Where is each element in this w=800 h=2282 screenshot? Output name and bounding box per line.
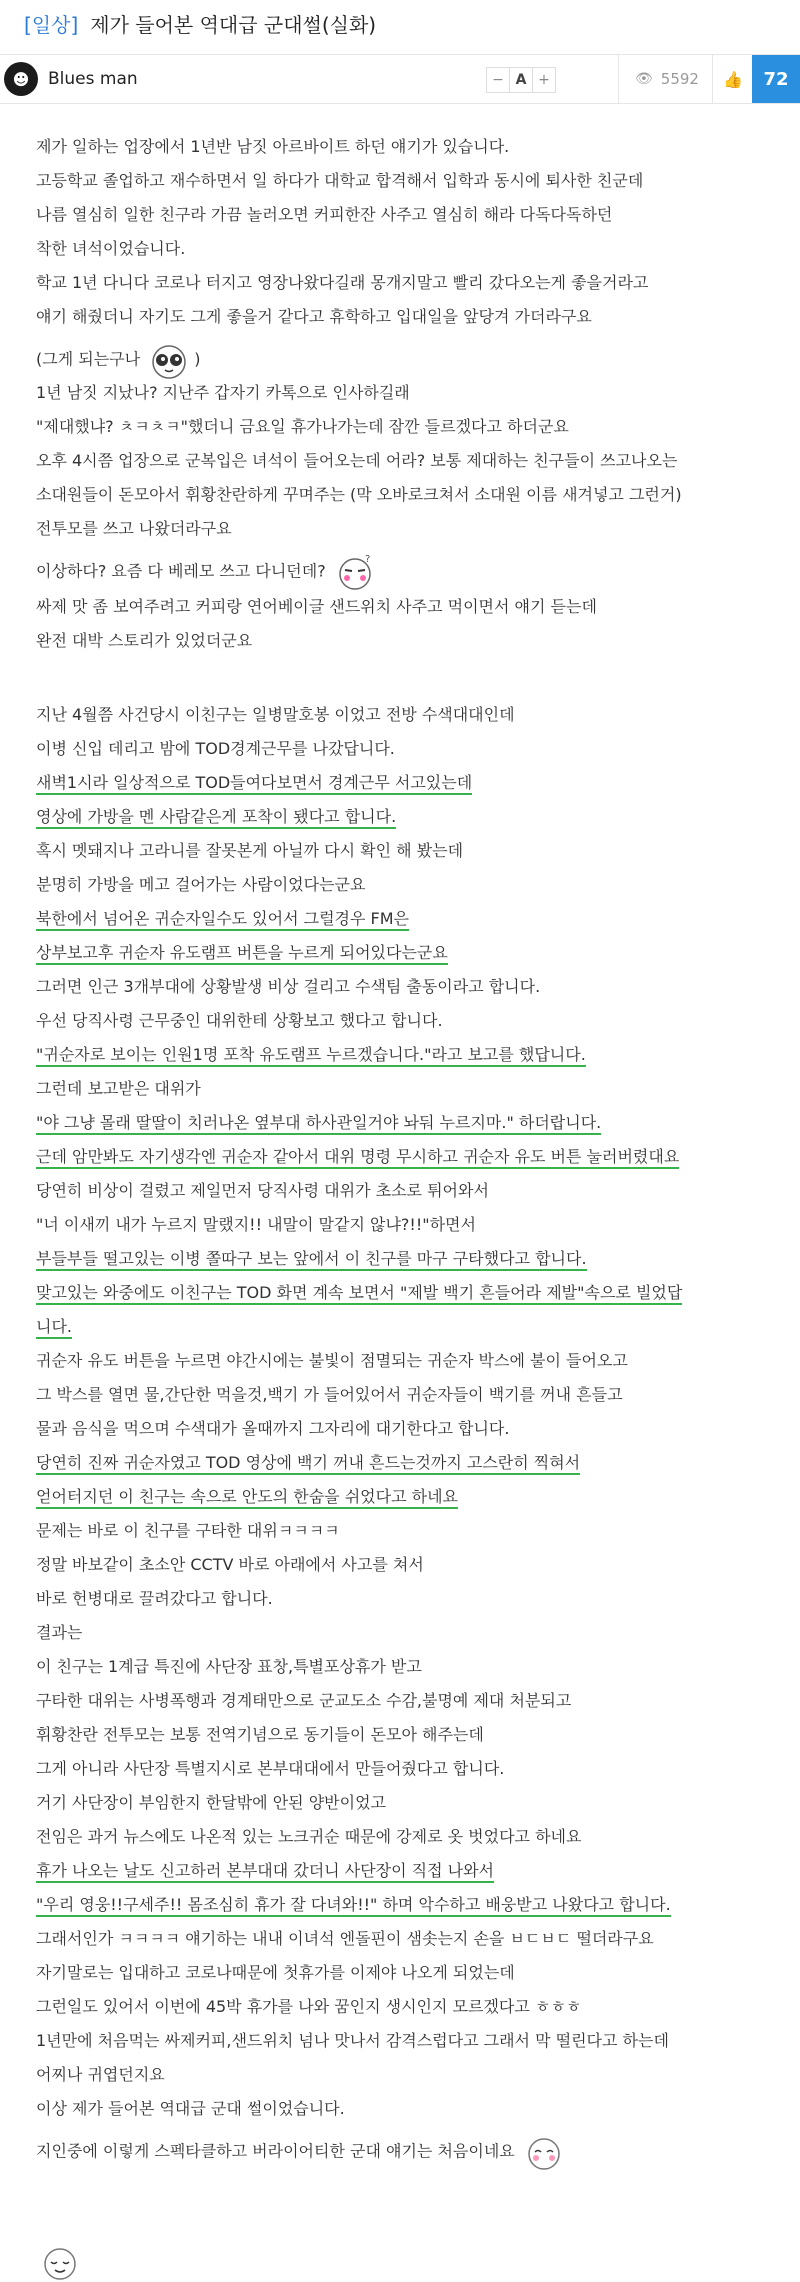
eye-icon: 👁 [635, 71, 653, 87]
body-line: 이 친구는 1계급 특진에 사단장 표창,특별포상휴가 받고 [36, 1657, 422, 1676]
highlighted-text: 영상에 가방을 멘 사람같은게 포착이 됐다고 합니다. [36, 807, 396, 829]
body-line: 분명히 가방을 메고 걸어가는 사람이었다는군요 [36, 875, 366, 894]
body-line: 구타한 대위는 사병폭행과 경계태만으로 군교도소 수감,불명예 제대 처분되고 [36, 1691, 572, 1710]
body-line [36, 1146, 679, 1168]
body-line: 이상하다? 요즘 다 베레모 쓰고 다니던데? [36, 561, 326, 581]
body-line: 귀순자 유도 버튼을 누르면 야간시에는 불빛이 점멸되는 귀순자 박스에 불이 들어오고 [36, 1351, 628, 1370]
body-line: 정말 바보같이 초소안 CCTV 바로 아래에서 사고를 쳐서 [36, 1555, 424, 1574]
highlighted-text: 맞고있는 와중에도 이친구는 TOD 화면 계속 보면서 "제발 백기 흔들어라 제발"속으로 빌었답 [36, 1283, 682, 1305]
emoticon-icon [524, 2132, 564, 2172]
body-line: 소대원들이 돈모아서 휘황찬란하게 꾸며주는 (막 오바로크쳐서 소대원 이름 새겨넣고 그런거) [36, 485, 682, 504]
body-line [36, 908, 409, 930]
emoticon-icon [40, 2242, 80, 2282]
body-line [36, 1452, 580, 1474]
body-line: 고등학교 졸업하고 재수하면서 일 하다가 대학교 합격해서 입학과 동시에 퇴사한 친군데 [36, 171, 644, 190]
body-line: 지난 4월쯤 사건당시 이친구는 일병말호봉 이었고 전방 수색대대인데 [36, 705, 515, 724]
body-line: 물과 음식을 먹으며 수색대가 올때까지 그자리에 대기한다고 합니다. [36, 1419, 510, 1438]
body-line: 얘기 해줬더니 자기도 그게 좋을거 같다고 휴학하고 입대일을 앞당겨 가더라구요 [36, 307, 592, 326]
body-line: 그 박스를 열면 물,간단한 먹을것,백기 가 들어있어서 귀순자들이 백기를 꺼내 흔들고 [36, 1385, 623, 1404]
svg-text:?: ? [364, 554, 371, 565]
body-line: 혹시 멧돼지나 고라니를 잘못본게 아닐까 다시 확인 해 봤는데 [36, 841, 464, 860]
highlighted-text: "우리 영웅!!구세주!! 몸조심히 휴가 잘 다녀와!!" 하며 악수하고 배웅받고 나왔다고 합니다. [36, 1895, 671, 1917]
font-size-control [486, 67, 556, 93]
body-line-with-emoticon [36, 2132, 564, 2172]
font-size-label: A [509, 68, 533, 92]
highlighted-text: 북한에서 넘어온 귀순자일수도 있어서 그럴경우 FM은 [36, 909, 409, 931]
font-increase-button[interactable]: + [538, 72, 550, 88]
post-title: 제가 들어본 역대급 군대썰(실화) [90, 12, 377, 37]
body-line: 오후 4시쯤 업장으로 군복입은 녀석이 들어오는데 어라? 보통 제대하는 친구들이 쓰고나오는 [36, 451, 678, 470]
body-line: 싸제 맛 좀 보여주려고 커피랑 연어베이글 샌드위치 사주고 먹이면서 얘기 듣는데 [36, 597, 597, 616]
body-line-with-emoticon [36, 552, 375, 592]
body-line [36, 1486, 458, 1508]
body-line: 제가 일하는 업장에서 1년반 남짓 아르바이트 하던 얘기가 있습니다. [36, 137, 510, 156]
body-line [36, 806, 396, 828]
body-line: 학교 1년 다니다 코로나 터지고 영장나왔다길래 몽개지말고 빨리 갔다오는게 좋을거라고 [36, 273, 649, 292]
body-line [36, 1282, 682, 1304]
body-line [36, 772, 472, 794]
highlighted-text: 새벽1시라 일상적으로 TOD들여다보면서 경계근무 서고있는데 [36, 773, 472, 795]
highlighted-text: "귀순자로 보이는 인원1명 포착 유도램프 누르겠습니다."라고 보고를 했답니다. [36, 1045, 586, 1067]
body-line: 당연히 비상이 걸렸고 제일먼저 당직사령 대위가 초소로 튀어와서 [36, 1181, 489, 1200]
body-line: 휘황찬란 전투모는 보통 전역기념으로 동기들이 돈모아 해주는데 [36, 1725, 484, 1744]
body-line: (그게 되는구나 [36, 349, 141, 369]
body-line: 문제는 바로 이 친구를 구타한 대위ㅋㅋㅋㅋ [36, 1521, 340, 1540]
body-line: 착한 녀석이었습니다. [36, 239, 186, 258]
highlighted-text: 휴가 나오는 날도 신고하러 본부대대 갔더니 사단장이 직접 나와서 [36, 1861, 494, 1883]
body-line [36, 1860, 494, 1882]
body-line: 어찌나 귀엽던지요 [36, 2065, 165, 2084]
body-line: 결과는 [36, 1623, 83, 1642]
body-line [36, 942, 448, 964]
body-line: 지인중에 이렇게 스펙타클하고 버라이어티한 군대 얘기는 처음이네요 [36, 2141, 515, 2161]
body-line [36, 1044, 586, 1066]
highlighted-text: 상부보고후 귀순자 유도램프 버튼을 누르게 되어있다는군요 [36, 943, 448, 965]
body-line: 전투모를 쓰고 나왔더라구요 [36, 519, 232, 538]
post-category[interactable]: [일상] [24, 12, 79, 37]
highlighted-text: 얻어터지던 이 친구는 속으로 안도의 한숨을 쉬었다고 하네요 [36, 1487, 458, 1509]
body-line: 이상 제가 들어본 역대급 군대 썰이었습니다. [36, 2099, 345, 2118]
view-count [618, 55, 715, 103]
body-line: 그래서인가 ㅋㅋㅋㅋ 얘기하는 내내 이녀석 엔돌핀이 샘솟는지 손을 ㅂㄷㅂㄷ 떨더라구요 [36, 1929, 654, 1948]
body-line: 그런일도 있어서 이번에 45박 휴가를 나와 꿈인지 생시인지 모르겠다고 ㅎㅎㅎ [36, 1997, 582, 2016]
body-line: 이병 신입 데리고 밤에 TOD경계근무를 나갔답니다. [36, 739, 395, 758]
body-line [36, 1248, 587, 1270]
body-line-with-emoticon [36, 2242, 80, 2282]
avatar-icon[interactable]: ☻ [4, 62, 38, 96]
body-line: 우선 당직사령 근무중인 대위한테 상황보고 했다고 합니다. [36, 1011, 443, 1030]
body-line: "제대했냐? ㅊㅋㅊㅋ"했더니 금요일 휴가나가는데 잠깐 들르겠다고 하더군요 [36, 417, 569, 436]
body-line [36, 1894, 671, 1916]
highlighted-text: 근데 암만봐도 자기생각엔 귀순자 같아서 대위 명령 무시하고 귀순자 유도 버튼 눌러버렸대요 [36, 1147, 679, 1169]
post-header [0, 54, 800, 104]
body-line: 바로 헌병대로 끌려갔다고 합니다. [36, 1589, 273, 1608]
highlighted-text: 니다. [36, 1317, 72, 1339]
highlighted-text: "야 그냥 몰래 딸딸이 치러나온 옆부대 하사관일거야 놔둬 누르지마." 하더랍니다. [36, 1113, 601, 1135]
like-count: 72 [752, 55, 800, 103]
body-line: 그러면 인근 3개부대에 상황발생 비상 걸리고 수색팀 출동이라고 합니다. [36, 977, 541, 996]
body-line [36, 1112, 601, 1134]
body-line: 완전 대박 스토리가 있었더군요 [36, 631, 253, 650]
body-line: 거기 사단장이 부임한지 한달밖에 안된 양반이었고 [36, 1793, 387, 1812]
body-line-with-emoticon: (그게 되는구나 ) [36, 340, 201, 380]
highlighted-text: 당연히 진짜 귀순자였고 TOD 영상에 백기 꺼내 흔드는것까지 고스란히 찍혀서 [36, 1453, 580, 1475]
body-line: 그런데 보고받은 대위가 [36, 1079, 201, 1098]
view-count-value: 5592 [660, 70, 699, 88]
body-line: "너 이새끼 내가 누르지 말랬지!! 내말이 말같지 않냐?!!"하면서 [36, 1215, 476, 1234]
post-title-bar [0, 0, 800, 46]
body-line: 1년 남짓 지났나? 지난주 갑자기 카톡으로 인사하길래 [36, 383, 410, 402]
body-line: 그게 아니라 사단장 특별지시로 본부대대에서 만들어줬다고 합니다. [36, 1759, 505, 1778]
body-line: 자기말로는 입대하고 코로나때문에 첫휴가를 이제야 나오게 되었는데 [36, 1963, 515, 1982]
thumbs-up-icon[interactable]: 👍 [712, 55, 753, 103]
emoticon-icon [335, 552, 375, 592]
emoticon-icon [149, 340, 189, 380]
author-name[interactable]: Blues man [48, 69, 138, 89]
body-line: 1년만에 처음먹는 싸제커피,샌드위치 넘나 맛나서 감격스럽다고 그래서 막 떨린다고 하는데 [36, 2031, 669, 2050]
body-line: 나름 열심히 일한 친구라 가끔 놀러오면 커피한잔 사주고 열심히 해라 다독다독하던 [36, 205, 613, 224]
highlighted-text: 부들부들 떨고있는 이병 쫄따구 보는 앞에서 이 친구를 마구 구타했다고 합니다. [36, 1249, 587, 1271]
font-decrease-button[interactable]: − [492, 72, 504, 88]
body-line [36, 1316, 72, 1338]
body-line: 전임은 과거 뉴스에도 나온적 있는 노크귀순 때문에 강제로 옷 벗었다고 하네요 [36, 1827, 582, 1846]
